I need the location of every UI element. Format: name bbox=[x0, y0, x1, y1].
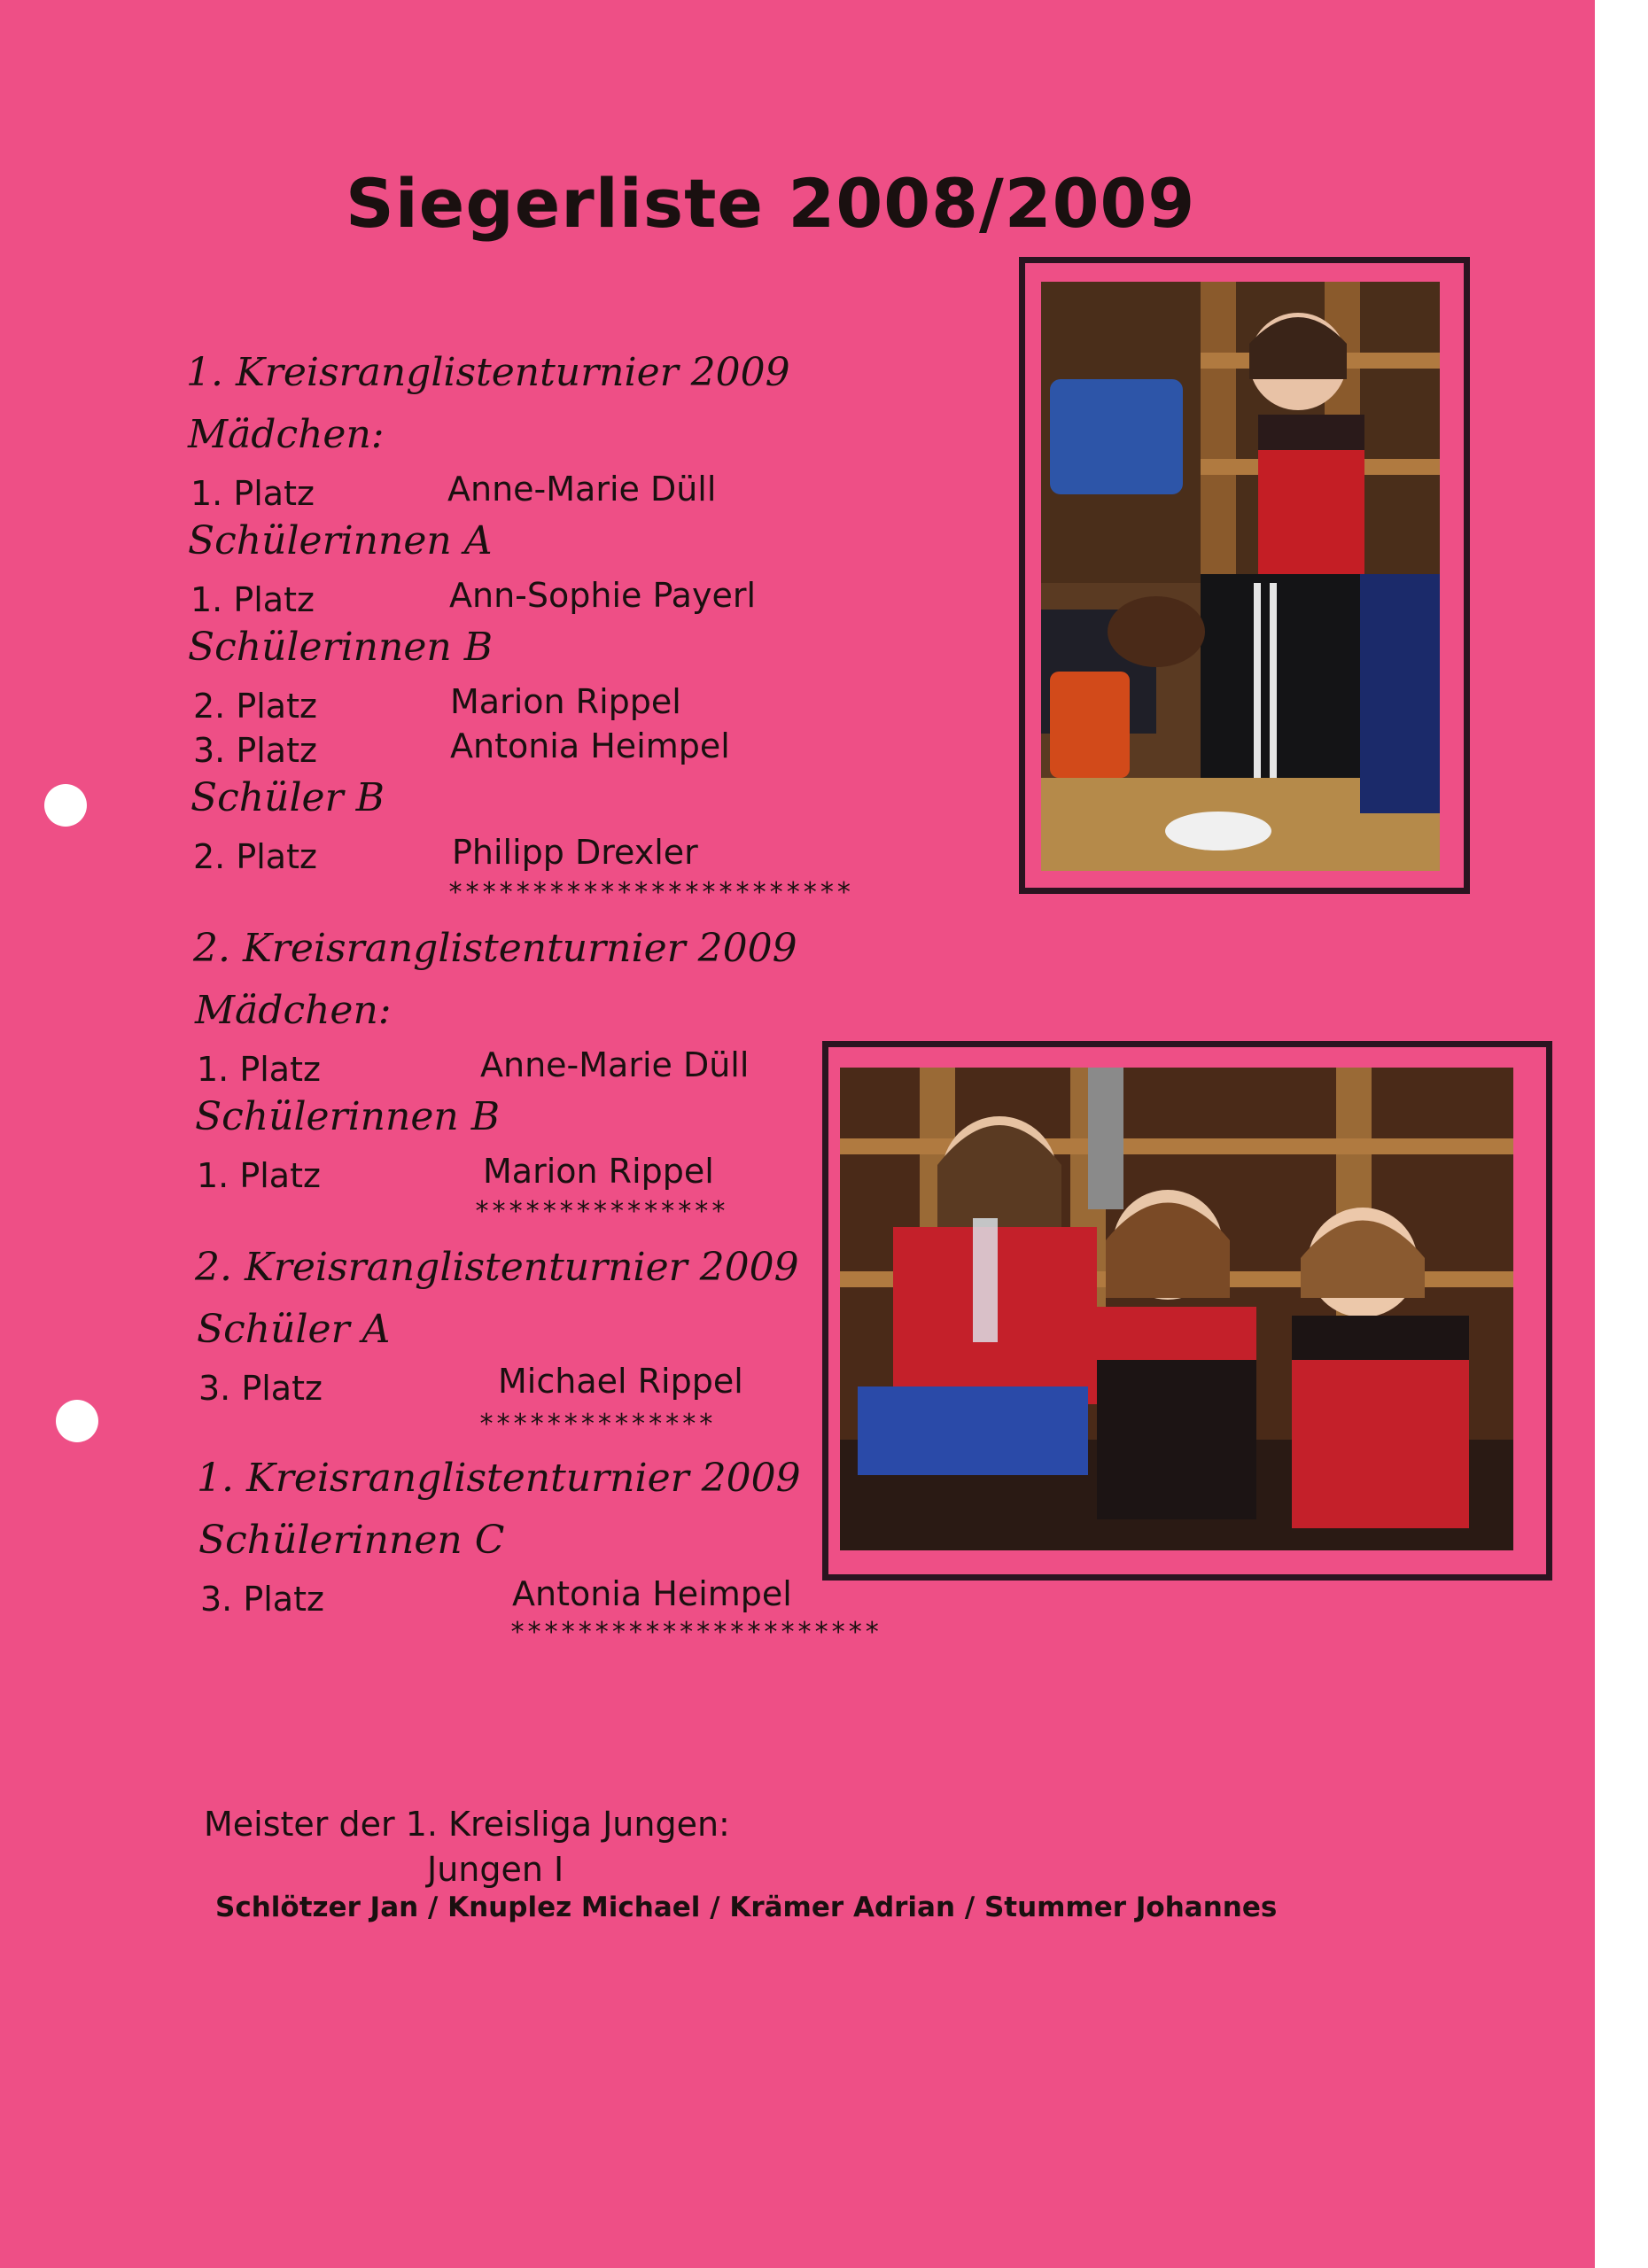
footer-team-names: Schlötzer Jan / Knuplez Michael / Krämer Adrian / Stummer Johannes bbox=[215, 1891, 1278, 1923]
section4-name-1: Antonia Heimpel bbox=[512, 1574, 792, 1613]
section1-place-2: 1. Platz bbox=[190, 580, 315, 619]
section1-name-4: Antonia Heimpel bbox=[450, 726, 730, 765]
section1-place-5: 2. Platz bbox=[193, 837, 317, 876]
section2-separator: *************** bbox=[474, 1196, 727, 1227]
punch-hole-bottom bbox=[56, 1400, 98, 1442]
photo-girl-sitting bbox=[1041, 282, 1440, 871]
section4-category-schuelerinnen-c: Schülerinnen C bbox=[198, 1518, 505, 1563]
section1-name-3: Marion Rippel bbox=[450, 682, 681, 721]
section1-place-3: 2. Platz bbox=[193, 687, 317, 726]
section3-name-1: Michael Rippel bbox=[498, 1362, 743, 1401]
section1-place-1: 1. Platz bbox=[190, 474, 315, 513]
section1-separator: ************************ bbox=[447, 877, 853, 908]
footer-line-2: Jungen I bbox=[427, 1850, 564, 1889]
page-title: Siegerliste 2008/2009 bbox=[346, 164, 1196, 243]
photo-three-girls bbox=[840, 1068, 1513, 1550]
section2-category-schuelerinnen-b: Schülerinnen B bbox=[195, 1094, 501, 1139]
footer-line-1: Meister der 1. Kreisliga Jungen: bbox=[204, 1805, 730, 1844]
section2-heading: 2. Kreisranglistenturnier 2009 bbox=[193, 926, 797, 971]
section1-category-maedchen: Mädchen: bbox=[188, 412, 385, 457]
section1-name-2: Ann-Sophie Payerl bbox=[449, 576, 757, 615]
section4-separator: ********************** bbox=[509, 1617, 882, 1648]
section1-place-4: 3. Platz bbox=[193, 731, 317, 770]
section2-place-2: 1. Platz bbox=[197, 1156, 321, 1195]
section2-name-1: Anne-Marie Düll bbox=[480, 1045, 750, 1084]
section1-name-5: Philipp Drexler bbox=[452, 833, 698, 872]
section1-name-1: Anne-Marie Düll bbox=[447, 470, 717, 509]
section2-category-maedchen: Mädchen: bbox=[195, 988, 392, 1033]
section3-category-schueler-a: Schüler A bbox=[197, 1307, 391, 1352]
section3-separator: ************** bbox=[478, 1409, 715, 1440]
section4-heading: 1. Kreisranglistenturnier 2009 bbox=[197, 1456, 801, 1501]
section3-heading: 2. Kreisranglistenturnier 2009 bbox=[195, 1245, 799, 1290]
section2-place-1: 1. Platz bbox=[197, 1050, 321, 1089]
section1-category-schueler-b: Schüler B bbox=[190, 775, 385, 820]
section4-place-1: 3. Platz bbox=[200, 1580, 324, 1619]
section3-place-1: 3. Platz bbox=[198, 1369, 323, 1408]
section1-heading: 1. Kreisranglistenturnier 2009 bbox=[186, 350, 790, 395]
section1-category-schuelerinnen-b: Schülerinnen B bbox=[188, 625, 494, 670]
punch-hole-top bbox=[44, 784, 87, 827]
section2-name-2: Marion Rippel bbox=[483, 1152, 714, 1191]
section1-category-schuelerinnen-a: Schülerinnen A bbox=[188, 518, 493, 563]
